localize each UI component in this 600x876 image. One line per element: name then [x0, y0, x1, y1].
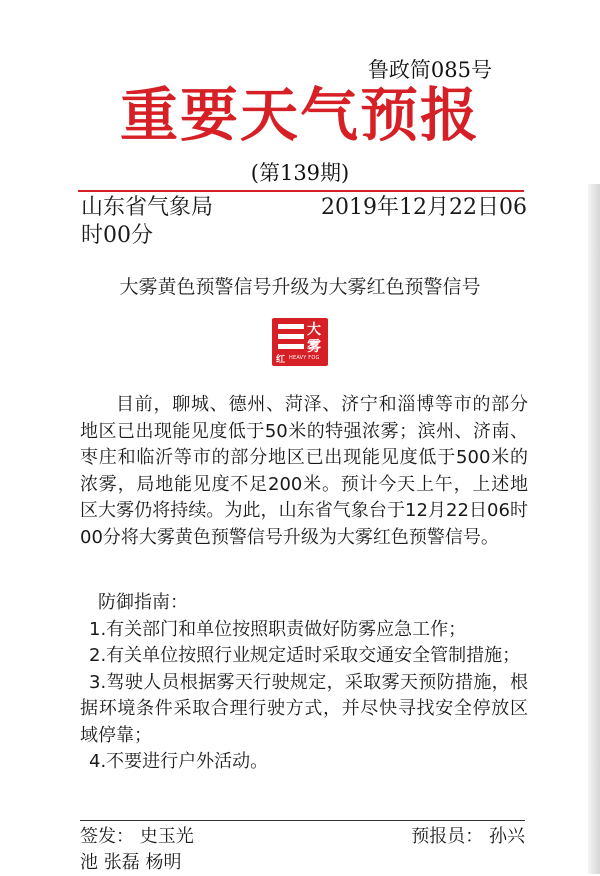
icon-english-label: HEAVY FOG: [289, 355, 320, 361]
forecasters-continued: 池 张磊 杨明: [80, 852, 182, 873]
heavy-fog-red-warning-icon: [272, 318, 328, 366]
icon-char-1: 大: [307, 322, 321, 338]
guide-item-1: 1.有关部门和单位按照职责做好防雾应急工作；: [89, 618, 467, 640]
forecasters: 预报员： 孙兴: [411, 826, 525, 847]
issuer-name: 山东省气象局: [81, 195, 214, 220]
icon-char-3: 红: [276, 355, 286, 365]
issue-datetime-continued: 时00分: [81, 223, 153, 248]
issued-by: 签发： 史玉光: [80, 826, 194, 847]
issue-number: (第139期): [250, 161, 350, 185]
document-number: 鲁政简085号: [367, 58, 492, 82]
issuer-line: [81, 194, 527, 222]
subject-heading: 大雾黄色预警信号升级为大雾红色预警信号: [119, 276, 481, 298]
guide-item-4: 4.不要进行户外活动。: [89, 751, 269, 772]
guide-item-2: 2.有关单位按照行业规定适时采取交通安全管制措施；: [89, 645, 521, 666]
issue-datetime: 2019年12月22日06: [321, 195, 527, 220]
bottom-divider: [80, 820, 525, 821]
guide-title: 防御指南：: [98, 592, 188, 613]
main-title: 重要天气预报: [119, 81, 480, 149]
signoff-line: [80, 824, 525, 850]
defense-guide: [80, 590, 528, 776]
icon-char-2: 雾: [307, 339, 321, 355]
fog-bars-icon: [278, 324, 304, 350]
guide-item-3: 3.驾驶人员根据雾天行驶规定，采取雾天预防措施，根据环境条件采取合理行驶方式，并尽快寻找安全停放区域停靠；: [80, 671, 528, 746]
red-divider: [78, 190, 524, 192]
body-paragraph: 目前，聊城、德州、菏泽、济宁和淄博等市的部分地区已出现能见度低于50米的特强浓雾；滨州、济南、枣庄和临沂等市的部分地区已出现能见度低于500米的浓雾，局地能见度不足200米。预计今天上午，上述地区大雾仍将持续。为此，山东省气象台于12月22日06时00分将大雾黄色预警信号升级为大雾红色预警信号。: [80, 394, 528, 548]
